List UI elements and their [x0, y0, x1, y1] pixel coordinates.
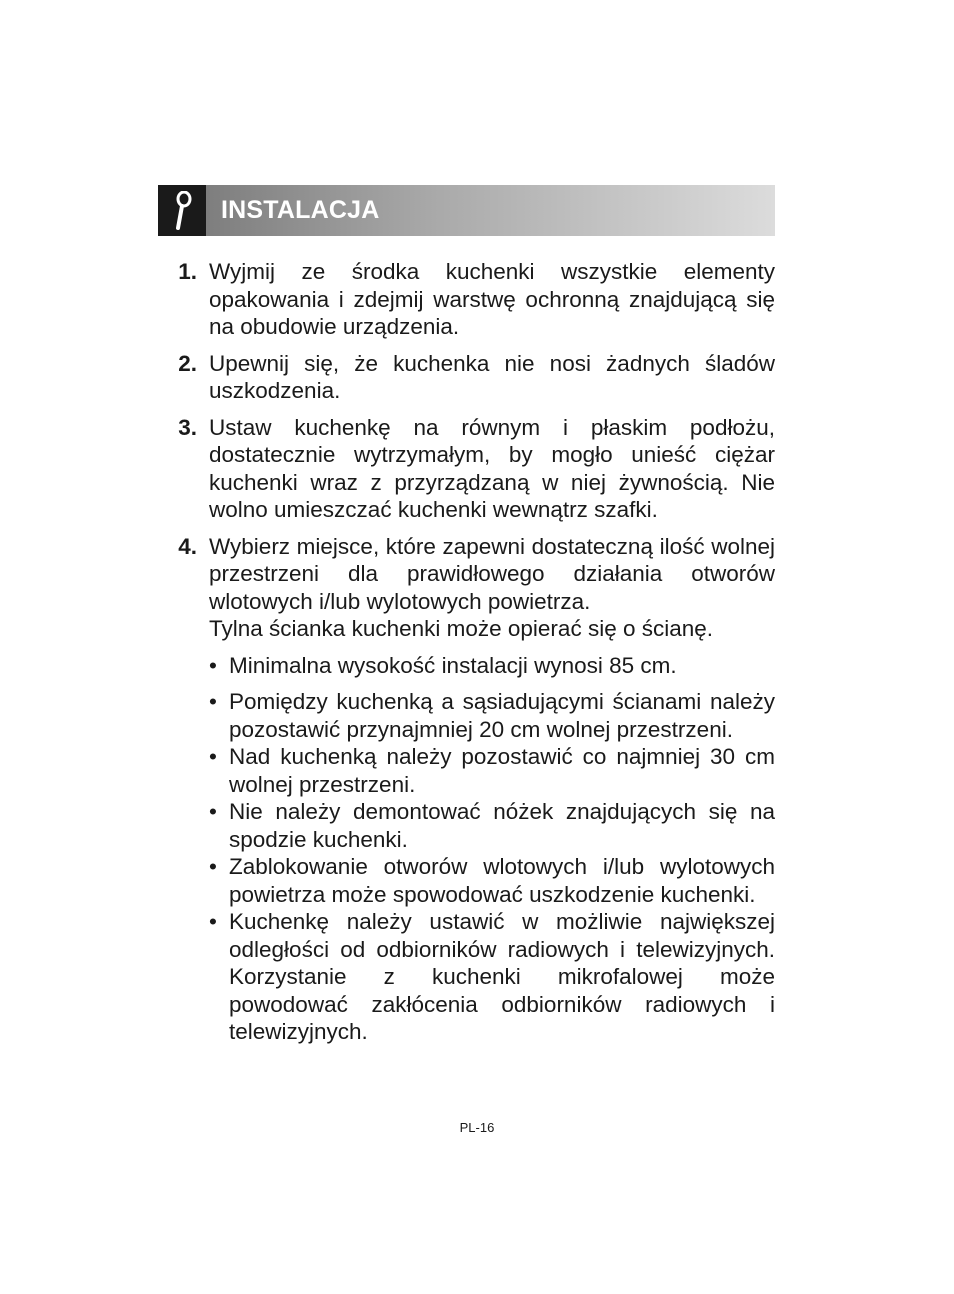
page-number: PL-16: [459, 1120, 495, 1135]
item-text: Upewnij się, że kuchenka nie nosi żadnych śladów uszkodzenia.: [209, 350, 775, 403]
info-i-icon: [158, 185, 206, 236]
bullet-item: [209, 798, 775, 853]
bullet-text: Nad kuchenką należy pozostawić co najmniej 30 cm wolnej przestrzeni.: [229, 744, 775, 797]
bullet-text: Kuchenkę należy ustawić w możliwie największej odległości od odbiorników radiowych i telewizyjnych. Korzystanie z kuchenki mikrofalowej może powodować zakłócenia odbiorników radiowych i telewizyjnych.: [229, 909, 775, 1044]
bullet-list: [209, 652, 775, 1046]
bullet-text: Nie należy demontować nóżek znajdujących się na spodzie kuchenki.: [229, 799, 775, 852]
item-text: Wyjmij ze środka kuchenki wszystkie elementy opakowania i zdejmij warstwę ochronną znajdującą się na obudowie urządzenia.: [209, 259, 775, 339]
section-header: [158, 185, 775, 236]
list-item: [160, 258, 775, 341]
bullet-item: [209, 908, 775, 1046]
item-text: Wybierz miejsce, które zapewni dostateczną ilość wolnej przestrzeni dla prawidłowego działania otworów wlotowych i/lub wylotowych powietrza.: [209, 533, 775, 614]
bullet-icon: •: [209, 744, 217, 769]
item-text: Ustaw kuchenkę na równym i płaskim podłożu, dostatecznie wytrzymałym, by mogło unieść ciężar kuchenki wraz z przyrządzaną w niej żywnością. Nie wolno umieszczać kuchenki wewnątrz szafki.: [209, 414, 775, 522]
item-number: 1.: [178, 259, 197, 284]
item-text-secondary: Tylna ścianka kuchenki może opierać się o ścianę.: [209, 616, 714, 641]
bullet-icon: •: [209, 909, 217, 934]
list-item: [160, 414, 775, 524]
bullet-item: [209, 688, 775, 743]
section-title: INSTALACJA: [221, 196, 380, 224]
bullet-item: [209, 853, 775, 908]
bullet-icon: •: [209, 799, 217, 824]
bullet-item: [209, 743, 775, 798]
list-item: [160, 350, 775, 405]
bullet-text: Pomiędzy kuchenką a sąsiadującymi ścianami należy pozostawić przynajmniej 20 cm wolnej przestrzeni.: [229, 689, 775, 742]
item-body: [197, 533, 775, 1046]
header-bar: [206, 185, 775, 236]
list-item: [160, 533, 775, 1046]
bullet-icon: •: [209, 854, 217, 879]
instructions-list: [160, 258, 775, 1055]
bullet-item: [209, 652, 775, 680]
item-number: 3.: [178, 414, 197, 440]
bullet-text: Zablokowanie otworów wlotowych i/lub wylotowych powietrza może spowodować uszkodzenie kuchenki.: [229, 854, 775, 907]
item-number: 4.: [178, 533, 197, 559]
bullet-icon: •: [209, 689, 217, 714]
bullet-text: Minimalna wysokość instalacji wynosi 85 cm.: [229, 652, 677, 678]
bullet-icon: •: [209, 652, 217, 678]
item-number: 2.: [178, 350, 197, 376]
